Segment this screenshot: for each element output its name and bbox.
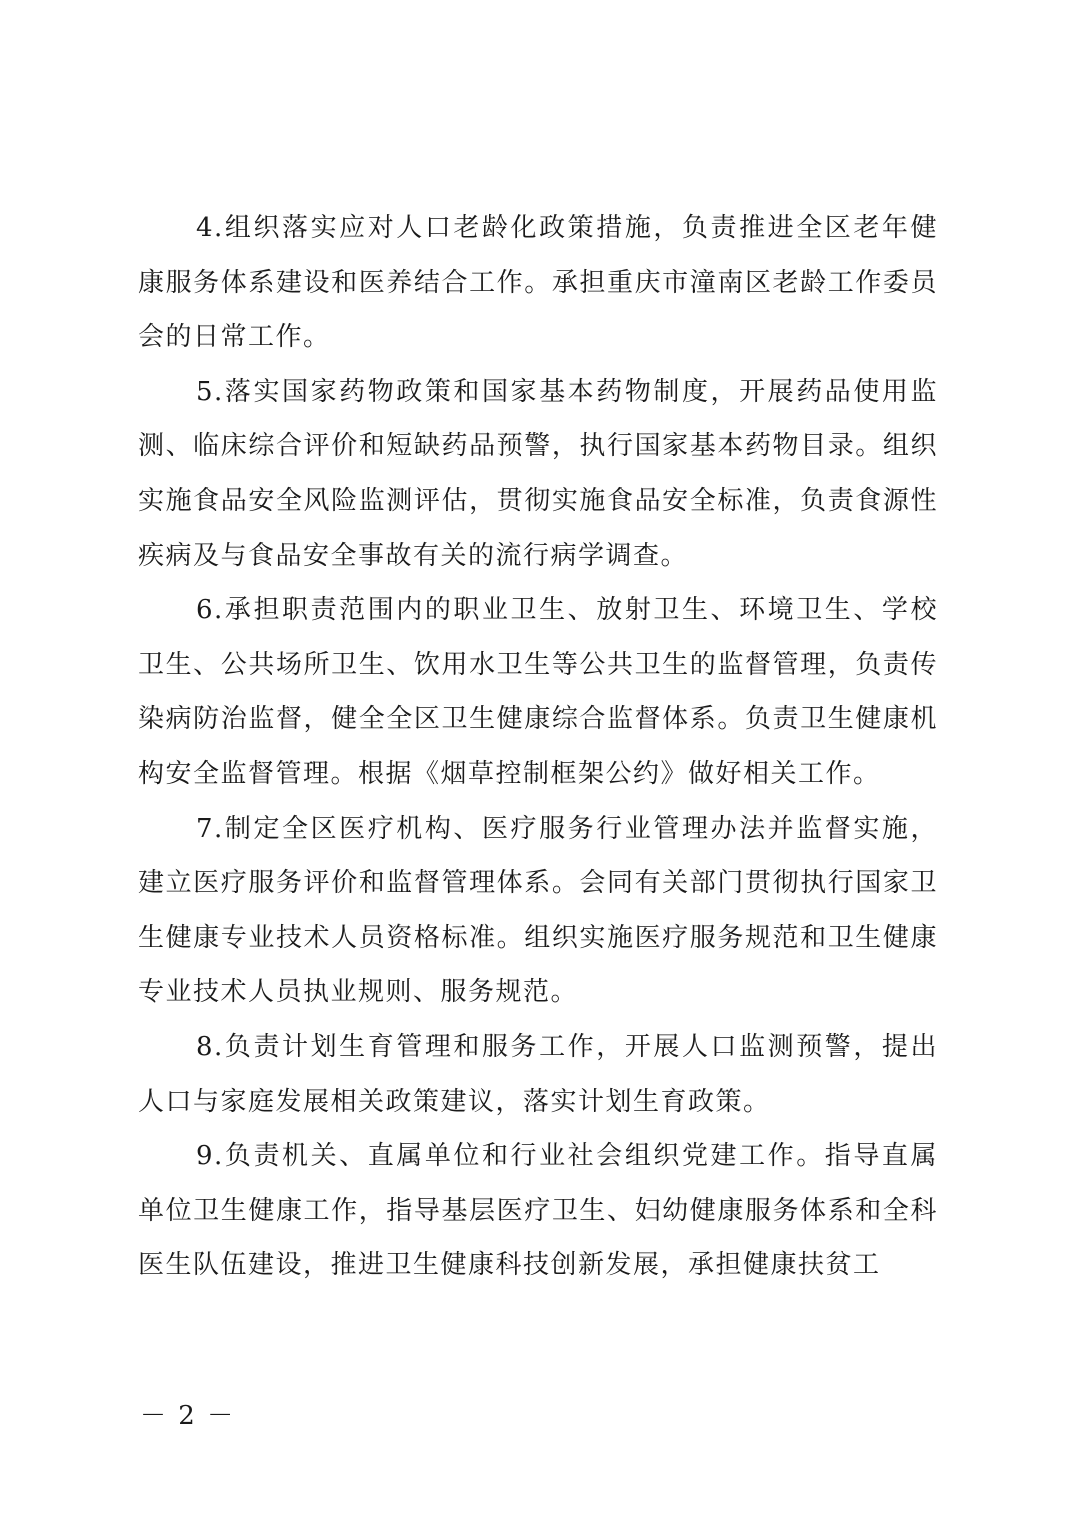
paragraph-item-7: 7.制定全区医疗机构、医疗服务行业管理办法并监督实施，建立医疗服务评价和监督管理体系。会同有关部门贯彻执行国家卫生健康专业技术人员资格标准。组织实施医疗服务规范和卫生健康专业技术人员执业规则、服务规范。	[138, 813, 938, 1008]
paragraph-item-6: 6.承担职责范围内的职业卫生、放射卫生、环境卫生、学校卫生、公共场所卫生、饮用水卫生等公共卫生的监督管理，负责传染病防治监督，健全全区卫生健康综合监督体系。负责卫生健康机构安全监督管理。根据《烟草控制框架公约》做好相关工作。	[138, 595, 938, 789]
paragraph-item-5: 5.落实国家药物政策和国家基本药物制度，开展药品使用监测、临床综合评价和短缺药品预警，执行国家基本药物目录。组织实施食品安全风险监测评估，贯彻实施食品安全标准，负责食源性疾病及与食品安全事故有关的流行病学调查。	[138, 376, 938, 571]
paragraph-item-4: 4.组织落实应对人口老龄化政策措施，负责推进全区老年健康服务体系建设和医养结合工作。承担重庆市潼南区老龄工作委员会的日常工作。	[138, 213, 938, 353]
page-number: － 2 －	[140, 1401, 236, 1431]
document-body	[138, 201, 938, 1293]
paragraph-item-9: 9.负责机关、直属单位和行业社会组织党建工作。指导直属单位卫生健康工作，指导基层医疗卫生、妇幼健康服务体系和全科医生队伍建设，推进卫生健康科技创新发展，承担健康扶贫工	[138, 1141, 938, 1281]
paragraph-item-8: 8.负责计划生育管理和服务工作，开展人口监测预警，提出人口与家庭发展相关政策建议，落实计划生育政策。	[138, 1031, 938, 1117]
